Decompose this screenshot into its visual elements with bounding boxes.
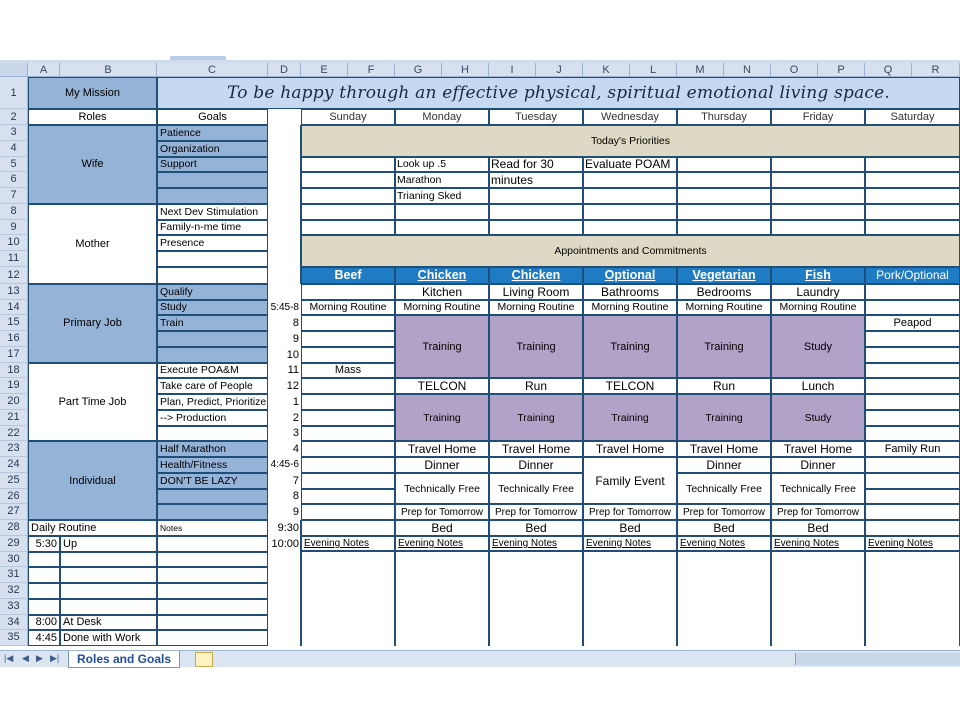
- mass[interactable]: Mass: [301, 363, 395, 379]
- row-header[interactable]: 5: [0, 157, 28, 173]
- goal-cell[interactable]: Plan, Predict, Prioritize: [157, 394, 268, 410]
- column-header[interactable]: P: [818, 63, 865, 77]
- column-header[interactable]: R: [912, 63, 960, 77]
- priority-cell[interactable]: [583, 188, 677, 204]
- todays-priorities-header[interactable]: Today's Priorities: [301, 125, 960, 157]
- prep-for-tomorrow[interactable]: Prep for Tomorrow: [677, 504, 771, 520]
- goal-cell[interactable]: DON'T BE LAZY: [157, 473, 268, 489]
- schedule-cell[interactable]: [301, 473, 395, 489]
- row-header[interactable]: 10: [0, 235, 28, 251]
- bed[interactable]: Bed: [583, 520, 677, 536]
- row-header[interactable]: 19: [0, 378, 28, 394]
- priority-text[interactable]: Read for 30: [491, 156, 554, 171]
- time-cell[interactable]: 7: [292, 474, 299, 487]
- routine-note[interactable]: [157, 552, 268, 568]
- training-block[interactable]: Training: [583, 315, 677, 378]
- goal-cell[interactable]: Half Marathon: [157, 441, 268, 457]
- training-block[interactable]: Training: [489, 315, 583, 378]
- morning-routine[interactable]: Morning Routine: [395, 300, 489, 316]
- schedule-cell[interactable]: [865, 489, 960, 505]
- priority-cell[interactable]: [301, 172, 395, 188]
- schedule-cell[interactable]: [301, 378, 395, 394]
- routine-time[interactable]: [28, 599, 60, 615]
- day-header-tuesday[interactable]: Tuesday: [489, 109, 583, 125]
- mission-statement[interactable]: To be happy through an effective physical, spiritual emotional living space.: [157, 77, 960, 109]
- row-header[interactable]: 1: [0, 77, 28, 109]
- priority-cell[interactable]: [865, 188, 960, 204]
- routine-note[interactable]: [157, 567, 268, 583]
- schedule-cell[interactable]: [865, 426, 960, 442]
- routine-item[interactable]: At Desk: [60, 615, 157, 631]
- routine-item[interactable]: Done with Work: [60, 630, 157, 646]
- row-header[interactable]: 33: [0, 599, 28, 615]
- bed[interactable]: Bed: [677, 520, 771, 536]
- prev-sheet-icon[interactable]: ◀: [22, 653, 29, 663]
- time-cell[interactable]: 9: [292, 506, 299, 519]
- notes-area[interactable]: [301, 552, 395, 647]
- bed[interactable]: Bed: [489, 520, 583, 536]
- priority-cell[interactable]: [301, 188, 395, 204]
- technically-free[interactable]: Technically Free: [395, 473, 489, 505]
- row-header[interactable]: 26: [0, 489, 28, 505]
- select-all-corner[interactable]: [0, 63, 28, 77]
- column-header[interactable]: B: [60, 63, 157, 77]
- schedule-cell[interactable]: [865, 473, 960, 489]
- priority-cell[interactable]: [301, 204, 395, 220]
- priority-text[interactable]: Look up .5: [397, 158, 447, 171]
- my-mission-label[interactable]: My Mission: [28, 77, 157, 109]
- schedule-cell[interactable]: [865, 378, 960, 394]
- schedule-cell[interactable]: [301, 394, 395, 410]
- goal-cell[interactable]: Qualify: [157, 284, 268, 300]
- morning-routine[interactable]: Morning Routine: [301, 300, 395, 316]
- peapod[interactable]: Peapod: [865, 315, 960, 331]
- priority-cell[interactable]: [677, 204, 771, 220]
- schedule-cell[interactable]: [301, 410, 395, 426]
- priority-cell[interactable]: [771, 188, 865, 204]
- goal-cell[interactable]: Support: [157, 157, 268, 173]
- training-block[interactable]: Training: [395, 394, 489, 441]
- priority-cell[interactable]: [865, 204, 960, 220]
- schedule-cell[interactable]: [301, 489, 395, 505]
- evening-notes[interactable]: Evening Notes: [395, 536, 489, 552]
- schedule-cell[interactable]: [301, 284, 395, 300]
- evening-notes[interactable]: Evening Notes: [865, 536, 960, 552]
- routine-item[interactable]: [60, 552, 157, 568]
- schedule-cell[interactable]: [301, 426, 395, 442]
- row-header[interactable]: 4: [0, 141, 28, 157]
- schedule-cell[interactable]: [865, 394, 960, 410]
- column-header[interactable]: L: [630, 63, 677, 77]
- notes-label[interactable]: Notes: [157, 520, 268, 536]
- travel-home[interactable]: Travel Home: [489, 441, 583, 457]
- training-block[interactable]: Training: [395, 315, 489, 378]
- routine-note[interactable]: [157, 599, 268, 615]
- notes-area[interactable]: [677, 552, 771, 647]
- column-header[interactable]: G: [395, 63, 442, 77]
- schedule-cell[interactable]: [865, 410, 960, 426]
- day-header-monday[interactable]: Monday: [395, 109, 489, 125]
- row-header[interactable]: 29: [0, 536, 28, 552]
- priority-cell[interactable]: [771, 172, 865, 188]
- evening-notes[interactable]: Evening Notes: [301, 536, 395, 552]
- bed[interactable]: Bed: [395, 520, 489, 536]
- role-mother[interactable]: Mother: [28, 204, 157, 284]
- sheet-tab-roles-and-goals[interactable]: Roles and Goals: [68, 651, 180, 668]
- schedule-cell[interactable]: [865, 331, 960, 347]
- midday-item[interactable]: TELCON: [395, 378, 489, 394]
- priority-text[interactable]: minutes: [491, 173, 534, 188]
- priority-cell[interactable]: [583, 204, 677, 220]
- next-sheet-icon[interactable]: ▶: [36, 653, 43, 663]
- time-cell[interactable]: 4: [292, 443, 299, 456]
- time-cell[interactable]: [268, 284, 301, 300]
- insert-sheet-icon[interactable]: [195, 652, 213, 667]
- time-cell[interactable]: 10: [286, 348, 299, 361]
- priority-cell[interactable]: [677, 188, 771, 204]
- technically-free[interactable]: Technically Free: [771, 473, 865, 505]
- row-header[interactable]: 6: [0, 172, 28, 188]
- column-header[interactable]: I: [489, 63, 536, 77]
- goal-cell[interactable]: Study: [157, 300, 268, 316]
- schedule-cell[interactable]: [865, 457, 960, 473]
- room-cell[interactable]: Bathrooms: [583, 284, 677, 300]
- appointments-header[interactable]: Appointments and Commitments: [301, 235, 960, 267]
- priority-cell[interactable]: [301, 157, 395, 173]
- day-header-thursday[interactable]: Thursday: [677, 109, 771, 125]
- goal-cell[interactable]: [157, 172, 268, 188]
- goal-cell[interactable]: Execute POA&M: [157, 363, 268, 379]
- time-cell[interactable]: 12: [286, 380, 299, 393]
- priority-text[interactable]: Evaluate POAM: [585, 157, 671, 172]
- prep-for-tomorrow[interactable]: Prep for Tomorrow: [583, 504, 677, 520]
- row-header[interactable]: 16: [0, 331, 28, 347]
- sheet-tab-bar: [0, 650, 960, 667]
- priority-cell[interactable]: [395, 204, 489, 220]
- priority-cell[interactable]: [865, 172, 960, 188]
- priority-cell[interactable]: [583, 172, 677, 188]
- goal-cell[interactable]: Family-n-me time: [157, 220, 268, 236]
- dinner[interactable]: Dinner: [489, 457, 583, 473]
- daily-routine-label[interactable]: Daily Routine: [28, 520, 157, 536]
- column-header[interactable]: F: [348, 63, 395, 77]
- row-header[interactable]: 18: [0, 363, 28, 379]
- row-header[interactable]: 11: [0, 251, 28, 267]
- time-column-end[interactable]: [268, 520, 301, 646]
- meal-6[interactable]: Pork/Optional: [865, 267, 960, 284]
- row-header[interactable]: 35: [0, 630, 28, 646]
- column-header[interactable]: M: [677, 63, 724, 77]
- roles-header[interactable]: Roles: [28, 109, 157, 125]
- routine-time[interactable]: 8:00: [28, 615, 60, 631]
- row-header[interactable]: 8: [0, 204, 28, 220]
- row-header[interactable]: 7: [0, 188, 28, 204]
- column-header[interactable]: A: [28, 63, 60, 77]
- technically-free[interactable]: Technically Free: [489, 473, 583, 505]
- morning-routine[interactable]: Morning Routine: [771, 300, 865, 316]
- schedule-cell[interactable]: [301, 331, 395, 347]
- morning-routine[interactable]: Morning Routine: [489, 300, 583, 316]
- time-column-top[interactable]: [268, 125, 301, 284]
- bed[interactable]: Bed: [771, 520, 865, 536]
- notes-area[interactable]: [395, 552, 489, 647]
- time-cell[interactable]: 4:45-6: [270, 459, 299, 471]
- row-header[interactable]: 12: [0, 267, 28, 284]
- dinner[interactable]: Dinner: [395, 457, 489, 473]
- schedule-cell[interactable]: [865, 347, 960, 363]
- priority-cell[interactable]: [301, 220, 395, 236]
- priority-cell[interactable]: [771, 204, 865, 220]
- schedule-cell[interactable]: [865, 520, 960, 536]
- goal-cell[interactable]: [157, 188, 268, 204]
- priority-cell[interactable]: [489, 204, 583, 220]
- goal-cell[interactable]: Presence: [157, 235, 268, 251]
- first-sheet-icon[interactable]: |◀: [4, 653, 14, 663]
- meal-4[interactable]: Vegetarian: [677, 267, 771, 284]
- routine-item[interactable]: [60, 599, 157, 615]
- day-header-saturday[interactable]: Saturday: [865, 109, 960, 125]
- row-header[interactable]: 13: [0, 284, 28, 300]
- priority-cell[interactable]: [583, 220, 677, 236]
- column-header[interactable]: H: [442, 63, 489, 77]
- role-wife[interactable]: Wife: [28, 125, 157, 204]
- family-event[interactable]: Family Event: [583, 457, 677, 504]
- goals-header[interactable]: Goals: [157, 109, 268, 125]
- row-header[interactable]: 22: [0, 426, 28, 442]
- notes-area[interactable]: [865, 552, 960, 647]
- training-block[interactable]: Training: [677, 394, 771, 441]
- priority-cell[interactable]: [771, 157, 865, 173]
- goal-cell[interactable]: [157, 504, 268, 520]
- notes-area[interactable]: [583, 552, 677, 647]
- meal-2[interactable]: Chicken: [489, 267, 583, 284]
- routine-note[interactable]: [157, 615, 268, 631]
- notes-area[interactable]: [489, 552, 583, 647]
- row-header[interactable]: 21: [0, 410, 28, 426]
- goal-cell[interactable]: --> Production: [157, 410, 268, 426]
- midday-item[interactable]: TELCON: [583, 378, 677, 394]
- day-header-sunday[interactable]: Sunday: [301, 109, 395, 125]
- column-header[interactable]: D: [268, 63, 301, 77]
- role-individual[interactable]: Individual: [28, 441, 157, 520]
- room-cell[interactable]: Living Room: [489, 284, 583, 300]
- room-cell[interactable]: Laundry: [771, 284, 865, 300]
- row-header[interactable]: 9: [0, 220, 28, 236]
- notes-area[interactable]: [771, 552, 865, 647]
- meal-1[interactable]: Chicken: [395, 267, 489, 284]
- schedule-cell[interactable]: [301, 315, 395, 331]
- column-header[interactable]: K: [583, 63, 630, 77]
- row-header[interactable]: 30: [0, 552, 28, 568]
- routine-note[interactable]: [157, 583, 268, 599]
- row-header[interactable]: 2: [0, 109, 28, 125]
- role-part-time-job[interactable]: Part Time Job: [28, 363, 157, 442]
- row-header[interactable]: 20: [0, 394, 28, 410]
- time-cell[interactable]: 10:00: [271, 537, 299, 550]
- goal-cell[interactable]: [157, 347, 268, 363]
- row-header[interactable]: 3: [0, 125, 28, 141]
- priority-text[interactable]: Marathon: [397, 174, 442, 187]
- column-header[interactable]: N: [724, 63, 771, 77]
- row-header[interactable]: 17: [0, 347, 28, 363]
- row-header[interactable]: 15: [0, 315, 28, 331]
- meal-0[interactable]: Beef: [301, 267, 395, 284]
- routine-item[interactable]: [60, 583, 157, 599]
- schedule-cell[interactable]: [301, 457, 395, 473]
- row-header[interactable]: 32: [0, 583, 28, 599]
- technically-free[interactable]: Technically Free: [677, 473, 771, 505]
- goal-cell[interactable]: [157, 426, 268, 442]
- family-run[interactable]: Family Run: [865, 441, 960, 457]
- travel-home[interactable]: Travel Home: [771, 441, 865, 457]
- goal-cell[interactable]: Next Dev Stimulation: [157, 204, 268, 220]
- column-header[interactable]: E: [301, 63, 348, 77]
- training-block[interactable]: Training: [489, 394, 583, 441]
- schedule-cell[interactable]: [301, 504, 395, 520]
- travel-home[interactable]: Travel Home: [583, 441, 677, 457]
- routine-time[interactable]: 5:30: [28, 536, 60, 552]
- row-header[interactable]: 34: [0, 615, 28, 631]
- room-cell[interactable]: Bedrooms: [677, 284, 771, 300]
- schedule-cell[interactable]: [865, 300, 960, 316]
- time-cell[interactable]: 8: [292, 317, 299, 330]
- time-cell[interactable]: 3: [292, 427, 299, 440]
- row-header[interactable]: 14: [0, 300, 28, 316]
- morning-routine[interactable]: Morning Routine: [583, 300, 677, 316]
- dinner[interactable]: Dinner: [771, 457, 865, 473]
- goal-cell[interactable]: [157, 267, 268, 284]
- row-header[interactable]: 31: [0, 567, 28, 583]
- schedule-cell[interactable]: [865, 504, 960, 520]
- meal-3[interactable]: Optional: [583, 267, 677, 284]
- priority-cell[interactable]: [489, 220, 583, 236]
- goal-cell[interactable]: Organization: [157, 141, 268, 157]
- schedule-cell[interactable]: [301, 520, 395, 536]
- time-cell[interactable]: 5:45-8: [270, 301, 299, 313]
- midday-item[interactable]: Run: [677, 378, 771, 394]
- row-header[interactable]: 24: [0, 457, 28, 473]
- goal-cell[interactable]: Train: [157, 315, 268, 331]
- prep-for-tomorrow[interactable]: Prep for Tomorrow: [771, 504, 865, 520]
- day-header-wednesday[interactable]: Wednesday: [583, 109, 677, 125]
- goal-cell[interactable]: [157, 489, 268, 505]
- priority-cell[interactable]: [677, 157, 771, 173]
- priority-cell[interactable]: [865, 220, 960, 236]
- room-cell[interactable]: Kitchen: [395, 284, 489, 300]
- routine-note[interactable]: [157, 536, 268, 552]
- column-header[interactable]: J: [536, 63, 583, 77]
- schedule-cell[interactable]: [865, 284, 960, 300]
- schedule-cell[interactable]: [301, 441, 395, 457]
- column-header[interactable]: C: [157, 63, 268, 77]
- training-block[interactable]: Study: [771, 315, 865, 378]
- goal-cell[interactable]: Take care of People: [157, 378, 268, 394]
- row-header[interactable]: 27: [0, 504, 28, 520]
- time-cell[interactable]: 9:30: [277, 521, 299, 534]
- routine-time[interactable]: [28, 567, 60, 583]
- horizontal-scrollbar[interactable]: [795, 653, 960, 665]
- morning-routine[interactable]: Morning Routine: [677, 300, 771, 316]
- column-header[interactable]: Q: [865, 63, 912, 77]
- travel-home[interactable]: Travel Home: [395, 441, 489, 457]
- time-cell[interactable]: 9: [292, 332, 299, 345]
- routine-time[interactable]: [28, 552, 60, 568]
- priority-text[interactable]: Trianing Sked: [397, 189, 462, 202]
- spreadsheet-grid[interactable]: [0, 63, 960, 650]
- evening-notes[interactable]: Evening Notes: [771, 536, 865, 552]
- day-header-friday[interactable]: Friday: [771, 109, 865, 125]
- prep-for-tomorrow[interactable]: Prep for Tomorrow: [395, 504, 489, 520]
- meal-5[interactable]: Fish: [771, 267, 865, 284]
- time-cell[interactable]: 11: [287, 364, 299, 377]
- priority-cell[interactable]: [771, 220, 865, 236]
- training-block[interactable]: Training: [677, 315, 771, 378]
- row-header[interactable]: 23: [0, 441, 28, 457]
- role-primary-job[interactable]: Primary Job: [28, 284, 157, 363]
- goal-cell[interactable]: Health/Fitness: [157, 457, 268, 473]
- evening-notes[interactable]: Evening Notes: [583, 536, 677, 552]
- priority-cell[interactable]: [677, 172, 771, 188]
- travel-home[interactable]: Travel Home: [677, 441, 771, 457]
- routine-note[interactable]: [157, 630, 268, 646]
- evening-notes[interactable]: Evening Notes: [489, 536, 583, 552]
- routine-time[interactable]: [28, 583, 60, 599]
- goal-cell[interactable]: [157, 251, 268, 267]
- priority-cell[interactable]: [677, 220, 771, 236]
- last-sheet-icon[interactable]: ▶|: [50, 653, 60, 663]
- goal-cell[interactable]: Patience: [157, 125, 268, 141]
- row-header[interactable]: 25: [0, 473, 28, 489]
- prep-for-tomorrow[interactable]: Prep for Tomorrow: [489, 504, 583, 520]
- schedule-cell[interactable]: [301, 347, 395, 363]
- routine-time[interactable]: 4:45: [28, 630, 60, 646]
- priority-cell[interactable]: [489, 188, 583, 204]
- priority-cell[interactable]: [865, 157, 960, 173]
- time-cell[interactable]: 1: [292, 395, 299, 408]
- midday-item[interactable]: Lunch: [771, 378, 865, 394]
- column-header[interactable]: O: [771, 63, 818, 77]
- evening-notes[interactable]: Evening Notes: [677, 536, 771, 552]
- midday-item[interactable]: Run: [489, 378, 583, 394]
- row-header[interactable]: 28: [0, 520, 28, 536]
- training-block[interactable]: Training: [583, 394, 677, 441]
- dinner[interactable]: Dinner: [677, 457, 771, 473]
- training-block[interactable]: Study: [771, 394, 865, 441]
- goal-cell[interactable]: [157, 331, 268, 347]
- routine-item[interactable]: Up: [60, 536, 157, 552]
- routine-item[interactable]: [60, 567, 157, 583]
- time-cell[interactable]: 2: [292, 411, 299, 424]
- priority-cell[interactable]: [395, 220, 489, 236]
- schedule-cell[interactable]: [865, 363, 960, 379]
- time-cell[interactable]: 8: [292, 490, 299, 503]
